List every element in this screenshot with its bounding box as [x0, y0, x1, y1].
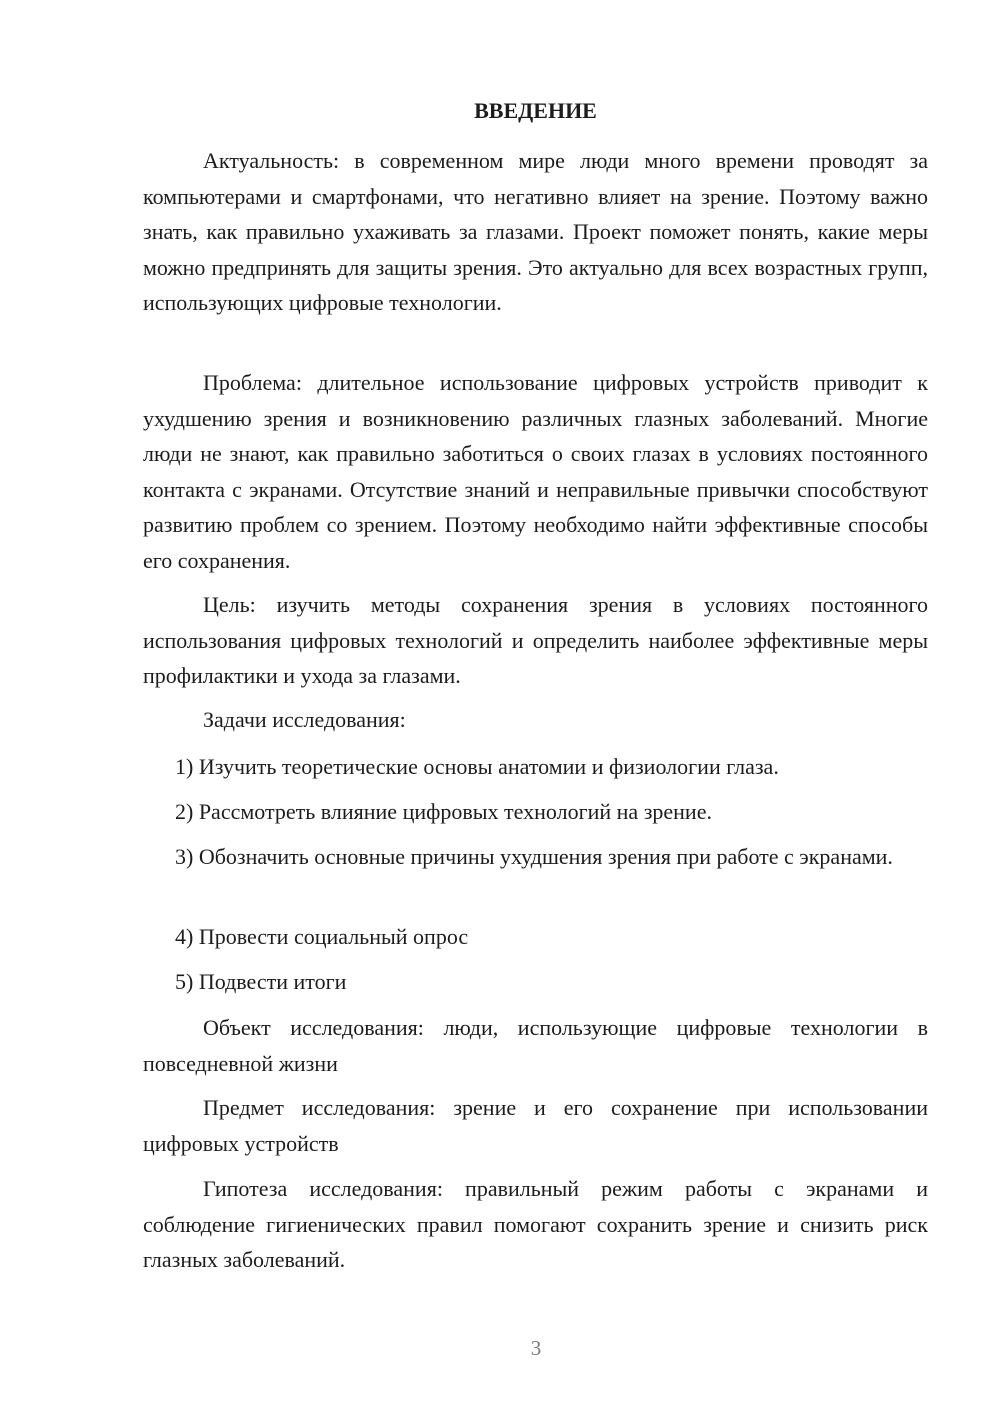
paragraph-tasks-heading: Задачи исследования:: [203, 707, 406, 732]
task-item-2: 2) Рассмотреть влияние цифровых технологий на зрение.: [175, 799, 712, 824]
task-item-5: 5) Подвести итоги: [175, 969, 347, 994]
task-item-1: 1) Изучить теоретические основы анатомии и физиологии глаза.: [175, 754, 779, 779]
task-item-4: 4) Провести социальный опрос: [175, 924, 469, 949]
section-title: ВВЕДЕНИЕ: [474, 98, 597, 123]
paragraph-relevance: Актуальность: в современном мире люди много времени проводят за компьютерами и смартфонами, что негативно влияет на зрение. Поэтому важно знать, как правильно ухаживать за глазами. Проект поможет понять, какие меры можно предпринять для защиты зрения. Это актуально для всех возрастных групп, использующих цифровые технологии.: [143, 148, 928, 315]
paragraph-problem: Проблема: длительное использование цифровых устройств приводит к ухудшению зрения и возникновению различных глазных заболеваний. Многие люди не знают, как правильно заботиться о своих глазах в условиях постоянного контакта с экранами. Отсутствие знаний и неправильные привычки способствуют развитию проблем со зрением. Поэтому необходимо найти эффективные способы его сохранения.: [143, 370, 928, 573]
task-item-3: 3) Обозначить основные причины ухудшения зрения при работе с экранами.: [175, 844, 893, 869]
page-number: 3: [530, 1336, 542, 1360]
paragraph-object: Объект исследования: люди, использующие цифровые технологии в повседневной жизни: [143, 1015, 928, 1076]
paragraph-subject: Предмет исследования: зрение и его сохранение при использовании цифровых устройств: [143, 1095, 928, 1156]
paragraph-goal: Цель: изучить методы сохранения зрения в условиях постоянного использования цифровых технологий и определить наиболее эффективные меры профилактики и ухода за глазами.: [143, 592, 928, 688]
paragraph-hypothesis: Гипотеза исследования: правильный режим работы с экранами и соблюдение гигиенических правил помогают сохранить зрение и снизить риск глазных заболеваний.: [143, 1176, 928, 1272]
